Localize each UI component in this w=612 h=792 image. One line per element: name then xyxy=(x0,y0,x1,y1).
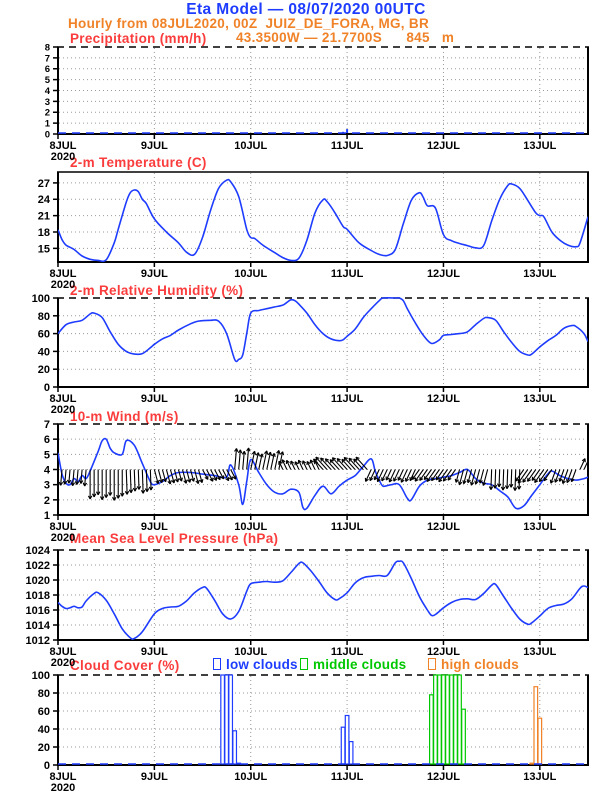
svg-text:10JUL: 10JUL xyxy=(234,771,268,783)
svg-text:13JUL: 13JUL xyxy=(523,521,557,533)
svg-text:1016: 1016 xyxy=(25,604,50,617)
svg-text:80: 80 xyxy=(37,310,50,323)
svg-text:40: 40 xyxy=(37,723,50,736)
svg-text:8JUL: 8JUL xyxy=(49,521,77,533)
svg-text:9JUL: 9JUL xyxy=(140,771,168,783)
svg-text:2020: 2020 xyxy=(50,532,76,544)
chart-title-pressure: Mean Sea Level Pressure (hPa) xyxy=(70,531,279,546)
svg-text:12JUL: 12JUL xyxy=(426,393,460,405)
svg-text:18: 18 xyxy=(37,226,50,239)
svg-text:1012: 1012 xyxy=(25,634,50,647)
chart-title-wind: 10-m Wind (m/s) xyxy=(70,409,179,424)
svg-text:9JUL: 9JUL xyxy=(140,393,168,405)
svg-text:1: 1 xyxy=(43,509,50,522)
svg-text:0: 0 xyxy=(43,759,50,772)
legend-low-clouds-label: low clouds xyxy=(226,657,298,672)
svg-text:8JUL: 8JUL xyxy=(49,393,77,405)
svg-text:10JUL: 10JUL xyxy=(234,646,268,658)
svg-text:13JUL: 13JUL xyxy=(523,140,557,152)
svg-text:3: 3 xyxy=(43,479,50,492)
svg-text:4: 4 xyxy=(44,85,50,97)
svg-text:1024: 1024 xyxy=(25,544,50,557)
svg-text:12JUL: 12JUL xyxy=(426,521,460,533)
svg-text:1: 1 xyxy=(44,118,50,130)
svg-text:2: 2 xyxy=(44,107,50,119)
svg-text:7: 7 xyxy=(44,53,50,65)
svg-text:13JUL: 13JUL xyxy=(523,268,557,280)
svg-text:1014: 1014 xyxy=(25,619,50,632)
svg-text:100: 100 xyxy=(31,669,50,682)
svg-text:1022: 1022 xyxy=(25,559,50,572)
svg-text:13JUL: 13JUL xyxy=(523,646,557,658)
svg-text:12JUL: 12JUL xyxy=(426,646,460,658)
svg-text:12JUL: 12JUL xyxy=(426,771,460,783)
svg-text:11JUL: 11JUL xyxy=(330,393,364,405)
svg-text:11JUL: 11JUL xyxy=(330,268,364,280)
svg-text:100: 100 xyxy=(31,292,50,305)
svg-text:0: 0 xyxy=(44,129,50,141)
svg-text:4: 4 xyxy=(43,464,50,477)
svg-text:10JUL: 10JUL xyxy=(234,268,268,280)
svg-text:8JUL: 8JUL xyxy=(49,771,77,783)
svg-text:9JUL: 9JUL xyxy=(140,140,168,152)
svg-text:6: 6 xyxy=(44,64,50,76)
chart-title-humidity: 2-m Relative Humidity (%) xyxy=(70,283,244,298)
svg-text:12JUL: 12JUL xyxy=(426,268,460,280)
svg-text:5: 5 xyxy=(44,75,50,87)
svg-text:24: 24 xyxy=(37,194,50,207)
svg-text:0: 0 xyxy=(43,381,50,394)
svg-text:1018: 1018 xyxy=(25,589,50,602)
svg-text:8JUL: 8JUL xyxy=(49,646,77,658)
svg-text:10JUL: 10JUL xyxy=(234,140,268,152)
svg-text:7: 7 xyxy=(43,418,50,431)
page-title: Eta Model — 08/07/2020 00UTC xyxy=(186,1,426,18)
svg-text:8: 8 xyxy=(44,42,50,54)
svg-text:3: 3 xyxy=(44,96,50,108)
svg-text:12JUL: 12JUL xyxy=(426,140,460,152)
svg-text:11JUL: 11JUL xyxy=(330,646,364,658)
svg-text:20: 20 xyxy=(37,741,50,754)
svg-text:9JUL: 9JUL xyxy=(140,646,168,658)
legend-high-clouds-label: high clouds xyxy=(441,657,519,672)
svg-text:2020: 2020 xyxy=(50,782,76,792)
svg-text:27: 27 xyxy=(37,177,50,190)
svg-text:13JUL: 13JUL xyxy=(523,393,557,405)
svg-text:8JUL: 8JUL xyxy=(49,140,77,152)
svg-text:2020: 2020 xyxy=(50,657,76,669)
chart-title-cloud-cover: Cloud Cover (%) xyxy=(70,658,180,673)
chart-title-temperature: 2-m Temperature (C) xyxy=(70,155,207,170)
svg-text:5: 5 xyxy=(43,449,50,462)
chart-title-precipitation: Precipitation (mm/h) xyxy=(70,31,207,46)
svg-text:60: 60 xyxy=(37,705,50,718)
svg-text:40: 40 xyxy=(37,346,50,359)
svg-text:9JUL: 9JUL xyxy=(140,521,168,533)
svg-text:10JUL: 10JUL xyxy=(234,393,268,405)
svg-text:80: 80 xyxy=(37,687,50,700)
svg-text:13JUL: 13JUL xyxy=(523,771,557,783)
svg-text:11JUL: 11JUL xyxy=(330,140,364,152)
svg-text:11JUL: 11JUL xyxy=(330,521,364,533)
svg-text:11JUL: 11JUL xyxy=(330,771,364,783)
svg-text:8JUL: 8JUL xyxy=(49,268,77,280)
legend-middle-clouds-label: middle clouds xyxy=(313,657,407,672)
svg-text:15: 15 xyxy=(37,243,50,256)
svg-text:10JUL: 10JUL xyxy=(234,521,268,533)
svg-text:2020: 2020 xyxy=(50,404,76,416)
svg-text:21: 21 xyxy=(37,210,50,223)
svg-text:2020: 2020 xyxy=(50,151,76,163)
svg-text:2020: 2020 xyxy=(50,279,76,291)
svg-text:60: 60 xyxy=(37,328,50,341)
svg-text:9JUL: 9JUL xyxy=(140,268,168,280)
header-run-info: Hourly from 08JUL2020, 00Z JUIZ_DE_FORA, MG, BR xyxy=(68,16,429,31)
svg-text:6: 6 xyxy=(43,434,50,447)
svg-text:1020: 1020 xyxy=(25,574,50,587)
svg-text:20: 20 xyxy=(37,364,50,377)
header-location-info: 43.3500W — 21.7700S 845 m xyxy=(236,30,455,45)
svg-text:2: 2 xyxy=(43,494,50,507)
